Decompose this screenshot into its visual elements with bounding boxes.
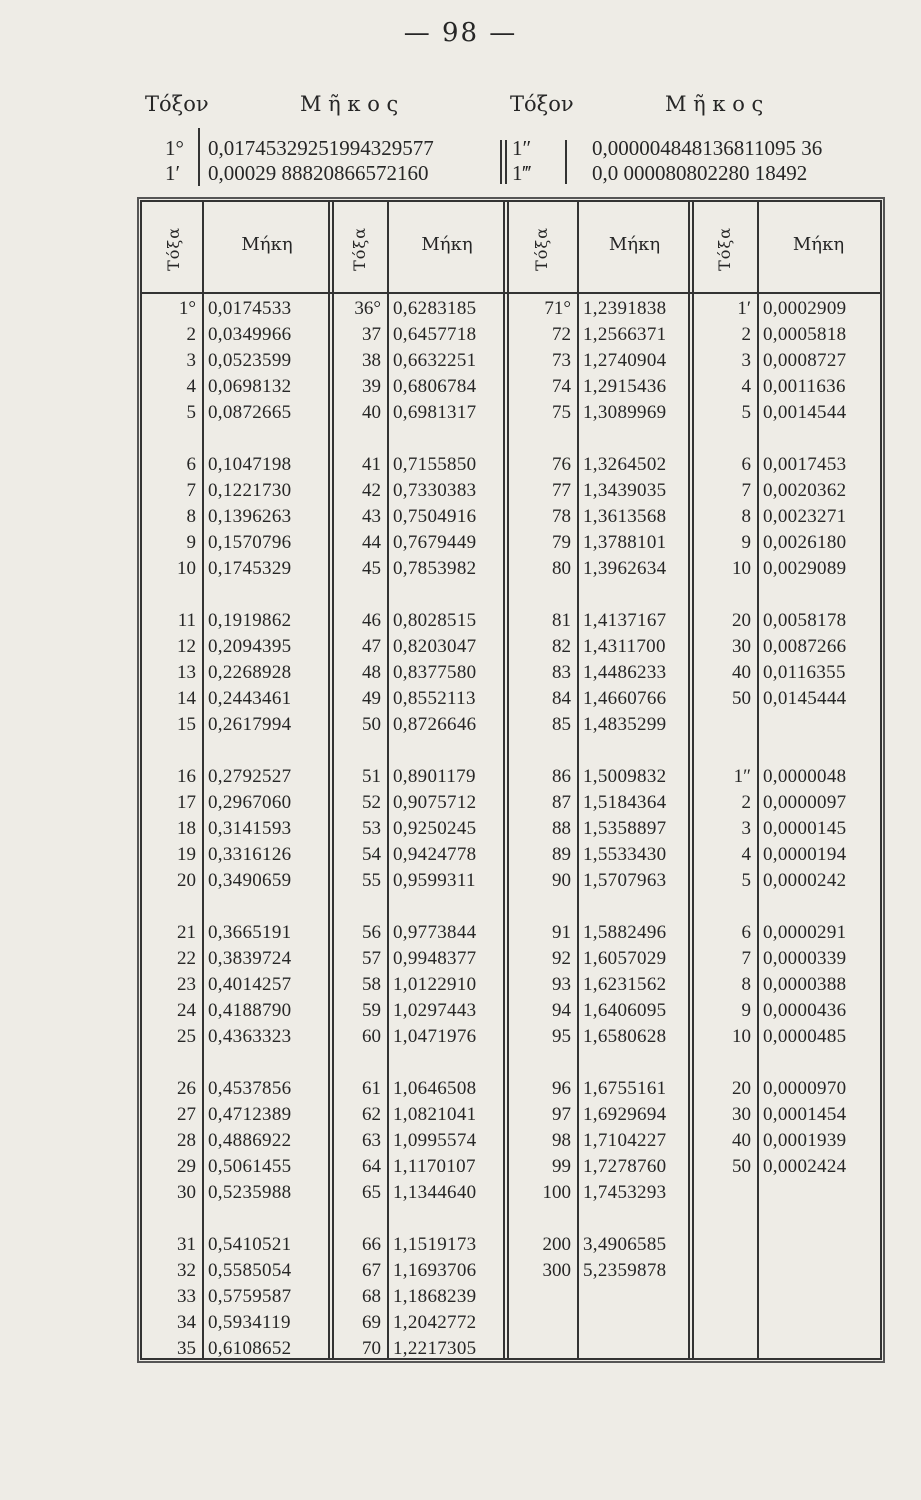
length-cell: 0,5934119 <box>208 1312 291 1333</box>
arc-cell: 9 <box>741 1000 751 1021</box>
length-cell: 0,8028515 <box>393 610 477 631</box>
arc-cell: 84 <box>552 688 571 709</box>
length-cell: 0,0017453 <box>763 454 847 475</box>
arc-cell: 5 <box>741 402 751 423</box>
length-cell: 0,8901179 <box>393 766 476 787</box>
arc-cell: 10 <box>732 558 751 579</box>
header-divider-mid-a <box>500 140 502 184</box>
length-cell: 0,4014257 <box>208 974 292 995</box>
length-cell: 0,5061455 <box>208 1156 292 1177</box>
arc-cell: 95 <box>552 1026 571 1047</box>
page-number: — 98 — <box>403 18 518 48</box>
header-divider-right <box>565 140 567 184</box>
arc-cell: 92 <box>552 948 571 969</box>
length-cell: 0,7853982 <box>393 558 477 579</box>
column-header-length-1: Μήκη <box>241 234 293 255</box>
length-cell: 1,2915436 <box>583 376 667 397</box>
length-cell: 0,1047198 <box>208 454 292 475</box>
arc-cell: 20 <box>732 1078 751 1099</box>
length-cell: 1,1519173 <box>393 1234 477 1255</box>
header-arc-label-left: Τόξον <box>145 92 209 116</box>
arc-cell: 8 <box>186 506 196 527</box>
arc-cell: 67 <box>362 1260 381 1281</box>
length-cell: 0,0145444 <box>763 688 847 709</box>
length-cell: 0,0349966 <box>208 324 292 345</box>
length-cell: 0,0002909 <box>763 298 847 319</box>
arc-cell: 93 <box>552 974 571 995</box>
arc-cell: 45 <box>362 558 381 579</box>
length-cell: 1,5533430 <box>583 844 667 865</box>
arc-cell: 63 <box>362 1130 381 1151</box>
length-cell: 1,6057029 <box>583 948 667 969</box>
length-cell: 0,4363323 <box>208 1026 292 1047</box>
column-rule-arc-4 <box>757 202 759 1358</box>
arc-cell: 39 <box>362 376 381 397</box>
arc-cell: 94 <box>552 1000 571 1021</box>
length-cell: 1,3264502 <box>583 454 667 475</box>
column-header-length-3: Μήκη <box>608 234 661 255</box>
arc-cell: 4 <box>741 844 751 865</box>
arc-cell: 5 <box>741 870 751 891</box>
arc-cell: 1° <box>178 298 196 319</box>
arc-cell: 97 <box>552 1104 571 1125</box>
length-cell: 1,7278760 <box>583 1156 667 1177</box>
arc-cell: 24 <box>177 1000 196 1021</box>
length-cell: 0,7155850 <box>393 454 477 475</box>
length-cell: 1,4486233 <box>583 662 667 683</box>
length-cell: 1,0471976 <box>393 1026 477 1047</box>
arc-cell: 59 <box>362 1000 381 1021</box>
arc-cell: 19 <box>177 844 196 865</box>
arc-cell: 41 <box>362 454 381 475</box>
arc-cell: 6 <box>741 454 751 475</box>
length-cell: 0,9599311 <box>393 870 476 891</box>
length-cell: 0,3141593 <box>208 818 292 839</box>
arc-cell: 17 <box>177 792 196 813</box>
length-cell: 1,2391838 <box>583 298 667 319</box>
arc-cell: 2 <box>741 324 751 345</box>
arc-cell: 2 <box>186 324 196 345</box>
header-right-arc-2: 1‴ <box>512 161 532 185</box>
arc-cell: 75 <box>552 402 571 423</box>
length-cell: 1,5009832 <box>583 766 667 787</box>
arc-cell: 36° <box>354 298 381 319</box>
arc-cell: 54 <box>362 844 381 865</box>
arc-cell: 51 <box>362 766 381 787</box>
length-cell: 0,9075712 <box>393 792 477 813</box>
length-cell: 1,2566371 <box>583 324 667 345</box>
arc-cell: 40 <box>362 402 381 423</box>
length-cell: 1,1170107 <box>393 1156 476 1177</box>
arc-cell: 73 <box>552 350 571 371</box>
arc-cell: 78 <box>552 506 571 527</box>
arc-cell: 80 <box>552 558 571 579</box>
arc-cell: 70 <box>362 1338 381 1359</box>
length-cell: 1,4137167 <box>583 610 667 631</box>
length-cell: 1,4660766 <box>583 688 667 709</box>
header-left-arc-1: 1° <box>165 136 184 160</box>
arc-cell: 27 <box>177 1104 196 1125</box>
length-cell: 0,0523599 <box>208 350 292 371</box>
arc-cell: 88 <box>552 818 571 839</box>
length-cell: 0,6632251 <box>393 350 477 371</box>
arc-cell: 81 <box>552 610 571 631</box>
length-cell: 0,8203047 <box>393 636 477 657</box>
length-cell: 0,0000291 <box>763 922 847 943</box>
length-cell: 0,0872665 <box>208 402 292 423</box>
column-header-arc-3: Τόξα <box>532 227 551 271</box>
length-cell: 0,0174533 <box>208 298 292 319</box>
arc-cell: 10 <box>177 558 196 579</box>
arc-cell: 15 <box>177 714 196 735</box>
header-left-arc-2: 1′ <box>165 161 181 185</box>
length-cell: 1,3089969 <box>583 402 667 423</box>
length-cell: 0,6981317 <box>393 402 477 423</box>
length-cell: 1,3613568 <box>583 506 667 527</box>
header-divider-mid-b <box>505 140 507 184</box>
length-cell: 0,0000388 <box>763 974 847 995</box>
column-header-length-4: Μήκη <box>792 234 845 255</box>
length-cell: 1,0646508 <box>393 1078 477 1099</box>
arc-cell: 47 <box>362 636 381 657</box>
arc-cell: 87 <box>552 792 571 813</box>
length-cell: 0,0020362 <box>763 480 847 501</box>
arc-cell: 52 <box>362 792 381 813</box>
arc-cell: 7 <box>741 480 751 501</box>
arc-cell: 42 <box>362 480 381 501</box>
length-cell: 1,5707963 <box>583 870 667 891</box>
length-cell: 1,0821041 <box>393 1104 477 1125</box>
length-cell: 0,4188790 <box>208 1000 292 1021</box>
header-left-length-2: 0,00029 88820866572160 <box>208 161 429 185</box>
header-right-length-1: 0,000004848136811095 36 <box>592 136 823 160</box>
length-cell: 0,0002424 <box>763 1156 847 1177</box>
length-cell: 1,0122910 <box>393 974 477 995</box>
length-cell: 0,8377580 <box>393 662 477 683</box>
arc-cell: 38 <box>362 350 381 371</box>
arc-cell: 83 <box>552 662 571 683</box>
arc-cell: 26 <box>177 1078 196 1099</box>
arc-cell: 31 <box>177 1234 196 1255</box>
arc-cell: 14 <box>177 688 196 709</box>
header-right-length-2: 0,0 000080802280 18492 <box>592 161 808 185</box>
length-cell: 0,2792527 <box>208 766 292 787</box>
length-cell: 0,6283185 <box>393 298 477 319</box>
length-cell: 0,4537856 <box>208 1078 292 1099</box>
length-cell: 0,0000970 <box>763 1078 847 1099</box>
length-cell: 0,3665191 <box>208 922 292 943</box>
length-cell: 1,5882496 <box>583 922 667 943</box>
arc-cell: 60 <box>362 1026 381 1047</box>
length-cell: 1,6755161 <box>583 1078 667 1099</box>
length-cell: 0,2268928 <box>208 662 292 683</box>
length-cell: 0,5410521 <box>208 1234 292 1255</box>
length-cell: 0,1745329 <box>208 558 292 579</box>
arc-cell: 11 <box>177 610 196 631</box>
arc-cell: 56 <box>362 922 381 943</box>
arc-cell: 13 <box>177 662 196 683</box>
length-cell: 1,0297443 <box>393 1000 477 1021</box>
length-cell: 0,5759587 <box>208 1286 292 1307</box>
arc-cell: 98 <box>552 1130 571 1151</box>
length-cell: 0,0023271 <box>763 506 847 527</box>
length-cell: 0,9250245 <box>393 818 477 839</box>
arc-cell: 20 <box>177 870 196 891</box>
arc-cell: 53 <box>362 818 381 839</box>
length-cell: 1,2042772 <box>393 1312 477 1333</box>
length-cell: 0,0005818 <box>763 324 847 345</box>
arc-cell: 33 <box>177 1286 196 1307</box>
length-cell: 0,1919862 <box>208 610 292 631</box>
arc-cell: 89 <box>552 844 571 865</box>
arc-cell: 37 <box>362 324 381 345</box>
arc-cell: 3 <box>186 350 196 371</box>
length-cell: 1,0995574 <box>393 1130 477 1151</box>
length-cell: 1,4311700 <box>583 636 666 657</box>
arc-cell: 74 <box>552 376 571 397</box>
arc-cell: 35 <box>177 1338 196 1359</box>
length-cell: 0,0698132 <box>208 376 292 397</box>
length-cell: 1,1344640 <box>393 1182 477 1203</box>
arc-cell: 30 <box>732 1104 751 1125</box>
length-cell: 0,6457718 <box>393 324 477 345</box>
arc-cell: 91 <box>552 922 571 943</box>
arc-cell: 71° <box>544 298 571 319</box>
arc-cell: 21 <box>177 922 196 943</box>
length-cell: 0,6806784 <box>393 376 477 397</box>
length-cell: 0,0000436 <box>763 1000 847 1021</box>
header-right-arc-1: 1″ <box>512 136 532 160</box>
length-cell: 0,0000194 <box>763 844 847 865</box>
arc-cell: 85 <box>552 714 571 735</box>
arc-cell: 25 <box>177 1026 196 1047</box>
arc-cell: 1″ <box>733 766 751 787</box>
arc-cell: 96 <box>552 1078 571 1099</box>
length-cell: 0,5585054 <box>208 1260 292 1281</box>
arc-cell: 100 <box>542 1182 571 1203</box>
arc-cell: 65 <box>362 1182 381 1203</box>
length-cell: 0,9424778 <box>393 844 477 865</box>
arc-cell: 10 <box>732 1026 751 1047</box>
length-cell: 0,1396263 <box>208 506 292 527</box>
arc-cell: 4 <box>741 376 751 397</box>
column-rule-length-1-b <box>328 202 330 1358</box>
column-rule-length-3-b <box>688 202 690 1358</box>
arc-cell: 50 <box>732 1156 751 1177</box>
column-header-arc-1: Τόξα <box>164 227 183 271</box>
length-cell: 0,0001939 <box>763 1130 847 1151</box>
length-cell: 0,2094395 <box>208 636 292 657</box>
length-cell: 1,6406095 <box>583 1000 667 1021</box>
length-cell: 3,4906585 <box>583 1234 667 1255</box>
length-cell: 1,5358897 <box>583 818 667 839</box>
header-arc-label-right: Τόξον <box>510 92 574 116</box>
column-header-length-2: Μήκη <box>421 234 473 255</box>
table-header-rule <box>142 292 880 294</box>
arc-cell: 49 <box>362 688 381 709</box>
arc-cell: 32 <box>177 1260 196 1281</box>
length-cell: 0,0000097 <box>763 792 847 813</box>
length-cell: 1,7453293 <box>583 1182 667 1203</box>
arc-cell: 64 <box>362 1156 381 1177</box>
arc-cell: 5 <box>186 402 196 423</box>
arc-cell: 16 <box>177 766 196 787</box>
length-cell: 1,4835299 <box>583 714 667 735</box>
length-cell: 0,7679449 <box>393 532 477 553</box>
arc-cell: 61 <box>362 1078 381 1099</box>
length-cell: 0,0001454 <box>763 1104 847 1125</box>
arc-cell: 66 <box>362 1234 381 1255</box>
arc-cell: 46 <box>362 610 381 631</box>
arc-cell: 200 <box>542 1234 571 1255</box>
arc-cell: 69 <box>362 1312 381 1333</box>
arc-cell: 8 <box>741 506 751 527</box>
length-cell: 0,6108652 <box>208 1338 292 1359</box>
arc-length-table <box>140 200 882 1360</box>
length-cell: 0,4712389 <box>208 1104 292 1125</box>
length-cell: 1,6929694 <box>583 1104 667 1125</box>
arc-cell: 57 <box>362 948 381 969</box>
length-cell: 0,7330383 <box>393 480 477 501</box>
arc-cell: 82 <box>552 636 571 657</box>
length-cell: 0,9948377 <box>393 948 477 969</box>
arc-cell: 7 <box>741 948 751 969</box>
length-cell: 0,0026180 <box>763 532 847 553</box>
arc-cell: 7 <box>186 480 196 501</box>
length-cell: 0,0000339 <box>763 948 847 969</box>
arc-cell: 30 <box>177 1182 196 1203</box>
arc-cell: 40 <box>732 1130 751 1151</box>
length-cell: 1,6231562 <box>583 974 667 995</box>
header-left-length-1: 0,01745329251994329577 <box>208 136 434 160</box>
column-rule-length-2-b <box>503 202 505 1358</box>
length-cell: 0,2967060 <box>208 792 292 813</box>
length-cell: 0,0011636 <box>763 376 846 397</box>
length-cell: 0,4886922 <box>208 1130 292 1151</box>
length-cell: 0,0029089 <box>763 558 847 579</box>
arc-cell: 55 <box>362 870 381 891</box>
length-cell: 0,7504916 <box>393 506 477 527</box>
arc-cell: 6 <box>741 922 751 943</box>
length-cell: 0,0014544 <box>763 402 847 423</box>
arc-cell: 18 <box>177 818 196 839</box>
header-divider-left <box>198 128 200 186</box>
arc-cell: 50 <box>732 688 751 709</box>
arc-cell: 50 <box>362 714 381 735</box>
length-cell: 1,2740904 <box>583 350 667 371</box>
arc-cell: 48 <box>362 662 381 683</box>
length-cell: 0,2617994 <box>208 714 292 735</box>
arc-cell: 1′ <box>737 298 751 319</box>
column-rule-arc-2 <box>387 202 389 1358</box>
arc-cell: 3 <box>741 818 751 839</box>
arc-cell: 6 <box>186 454 196 475</box>
length-cell: 1,6580628 <box>583 1026 667 1047</box>
length-cell: 0,3316126 <box>208 844 292 865</box>
arc-cell: 20 <box>732 610 751 631</box>
arc-cell: 62 <box>362 1104 381 1125</box>
arc-cell: 86 <box>552 766 571 787</box>
length-cell: 5,2359878 <box>583 1260 667 1281</box>
length-cell: 0,0000048 <box>763 766 847 787</box>
length-cell: 1,3439035 <box>583 480 667 501</box>
header-length-label-right: Μ ῆ κ ο ς <box>665 92 764 116</box>
length-cell: 1,2217305 <box>393 1338 477 1359</box>
arc-cell: 43 <box>362 506 381 527</box>
column-rule-arc-1 <box>202 202 204 1358</box>
length-cell: 0,0000485 <box>763 1026 847 1047</box>
length-cell: 1,1868239 <box>393 1286 477 1307</box>
length-cell: 0,0058178 <box>763 610 847 631</box>
length-cell: 0,9773844 <box>393 922 477 943</box>
arc-cell: 300 <box>542 1260 571 1281</box>
arc-cell: 40 <box>732 662 751 683</box>
arc-cell: 30 <box>732 636 751 657</box>
length-cell: 0,1570796 <box>208 532 292 553</box>
length-cell: 0,5235988 <box>208 1182 292 1203</box>
length-cell: 0,0000145 <box>763 818 847 839</box>
length-cell: 0,0008727 <box>763 350 847 371</box>
length-cell: 1,1693706 <box>393 1260 477 1281</box>
length-cell: 0,3839724 <box>208 948 292 969</box>
length-cell: 0,8552113 <box>393 688 476 709</box>
column-header-arc-4: Τόξα <box>714 227 734 271</box>
arc-cell: 99 <box>552 1156 571 1177</box>
arc-cell: 9 <box>741 532 751 553</box>
arc-cell: 79 <box>552 532 571 553</box>
arc-cell: 2 <box>741 792 751 813</box>
length-cell: 0,8726646 <box>393 714 477 735</box>
length-cell: 1,7104227 <box>583 1130 667 1151</box>
arc-cell: 77 <box>552 480 571 501</box>
arc-cell: 8 <box>741 974 751 995</box>
arc-cell: 58 <box>362 974 381 995</box>
arc-cell: 29 <box>177 1156 196 1177</box>
arc-cell: 12 <box>177 636 196 657</box>
arc-cell: 28 <box>177 1130 196 1151</box>
arc-cell: 68 <box>362 1286 381 1307</box>
length-cell: 0,0000242 <box>763 870 847 891</box>
header-length-label-left: Μ ῆ κ ο ς <box>300 92 399 116</box>
column-rule-arc-3 <box>577 202 579 1358</box>
arc-cell: 72 <box>552 324 571 345</box>
length-cell: 0,0116355 <box>763 662 846 683</box>
arc-cell: 76 <box>552 454 571 475</box>
arc-cell: 90 <box>552 870 571 891</box>
arc-cell: 34 <box>177 1312 196 1333</box>
length-cell: 1,3962634 <box>583 558 667 579</box>
length-cell: 0,1221730 <box>208 480 292 501</box>
length-cell: 0,2443461 <box>208 688 292 709</box>
length-cell: 1,5184364 <box>583 792 667 813</box>
length-cell: 0,0087266 <box>763 636 847 657</box>
length-cell: 1,3788101 <box>583 532 667 553</box>
arc-cell: 44 <box>362 532 381 553</box>
arc-cell: 22 <box>177 948 196 969</box>
arc-cell: 3 <box>741 350 751 371</box>
arc-cell: 23 <box>177 974 196 995</box>
arc-cell: 9 <box>186 532 196 553</box>
column-header-arc-2: Τόξα <box>349 227 369 271</box>
arc-cell: 4 <box>186 376 196 397</box>
length-cell: 0,3490659 <box>208 870 292 891</box>
